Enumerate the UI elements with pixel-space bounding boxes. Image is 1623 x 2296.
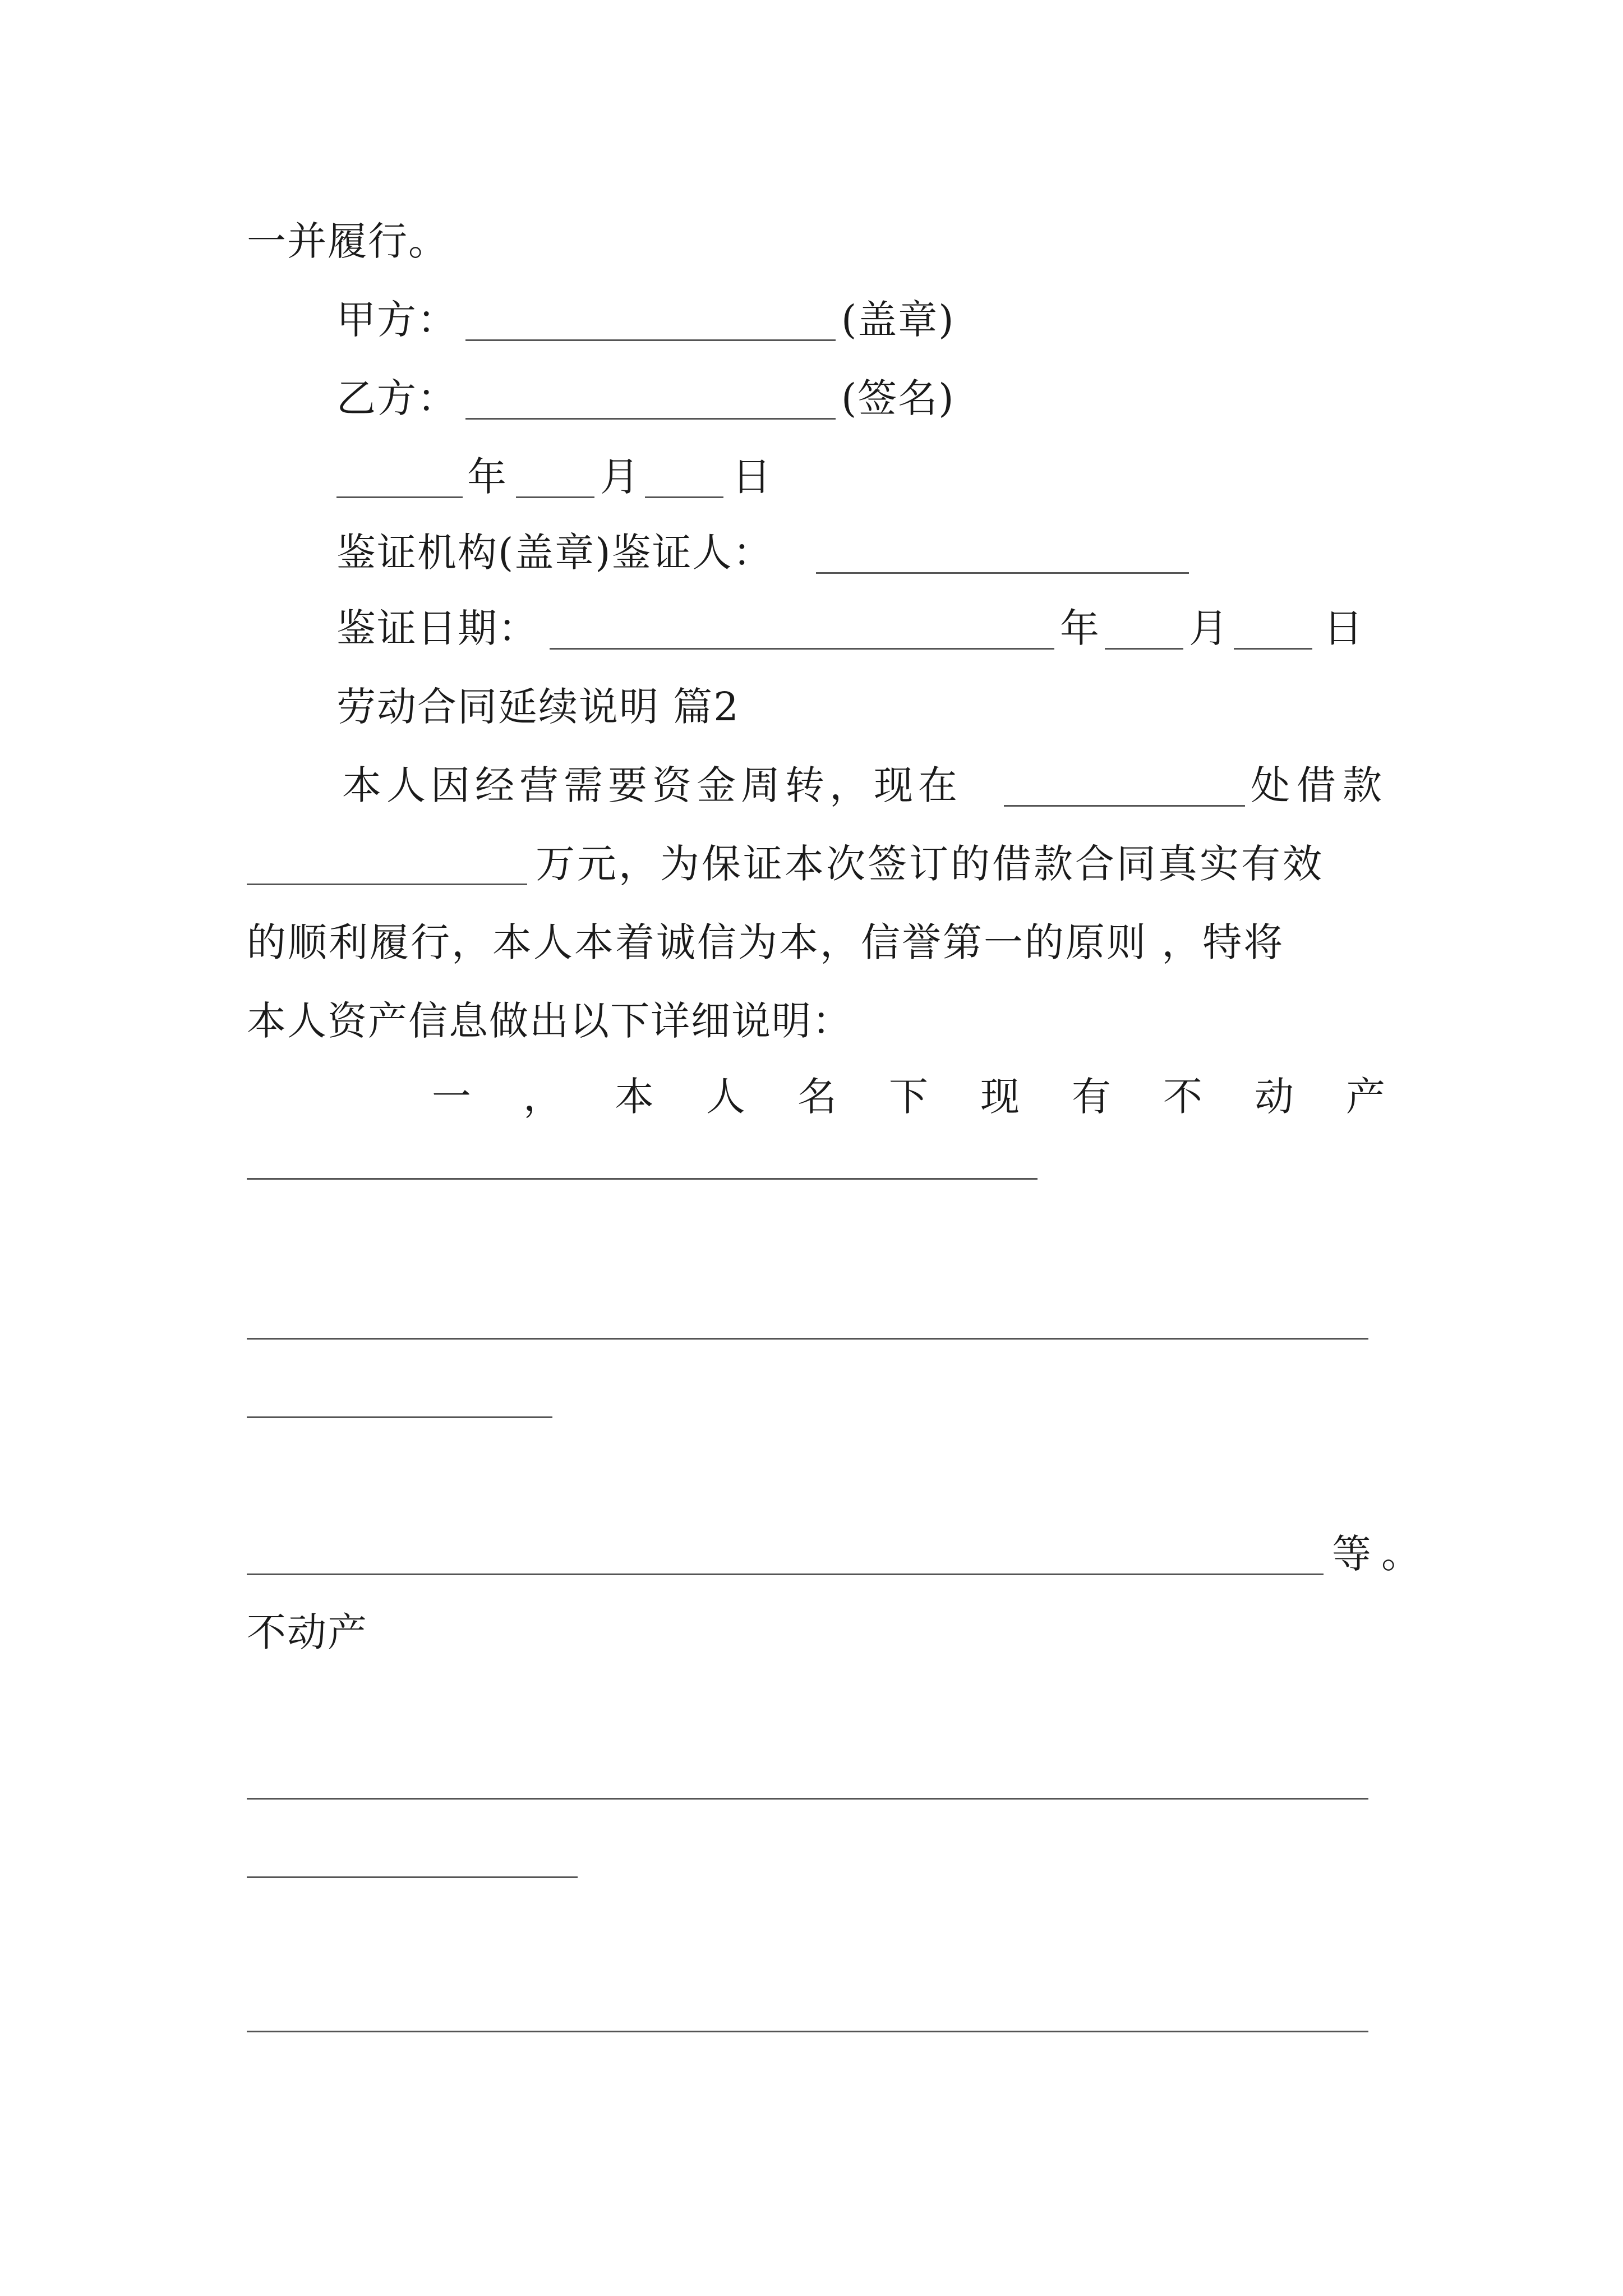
real-estate-blank-4 xyxy=(247,1573,1324,1575)
real-estate-blank-2 xyxy=(247,1338,1368,1340)
party-b-label: 乙方： xyxy=(336,375,458,421)
witness-year-label: 年 xyxy=(1060,605,1100,651)
real-estate-blank-3 xyxy=(247,1416,552,1418)
witness-month-blank xyxy=(1105,648,1183,650)
date-day-blank xyxy=(645,496,723,498)
date-day-label: 日 xyxy=(732,454,772,500)
date-month-label: 月 xyxy=(600,454,640,500)
real-estate-blank-7 xyxy=(247,2031,1368,2032)
party-a-label: 甲方： xyxy=(336,297,458,343)
date-year-blank xyxy=(336,496,463,498)
witness-month-label: 月 xyxy=(1189,605,1229,651)
witness-blank xyxy=(816,572,1189,574)
paragraph-line-1a: 本人因经营需要资金周转，现在 xyxy=(342,762,962,808)
section-title: 劳动合同延续说明 篇2 xyxy=(336,684,740,730)
real-estate-blank-5 xyxy=(247,1798,1368,1800)
lender-blank xyxy=(1004,805,1245,807)
party-a-blank xyxy=(465,339,836,341)
paragraph-line-4: 本人资产信息做出以下详细说明： xyxy=(247,998,852,1044)
item-one-char: 名 xyxy=(797,1074,837,1120)
real-estate-blank-1 xyxy=(247,1178,1038,1180)
etc-label: 等。 xyxy=(1332,1531,1431,1577)
witness-date-blank xyxy=(550,648,1054,650)
item-one-char: 人 xyxy=(706,1074,745,1120)
party-b-blank xyxy=(465,418,836,420)
witness-day-label: 日 xyxy=(1324,605,1364,651)
real-estate-label: 不动产 xyxy=(247,1609,368,1655)
paragraph-line-1b: 处借款 xyxy=(1251,762,1389,808)
witness-day-blank xyxy=(1234,648,1312,650)
paragraph-line-3: 的顺利履行，本人本着诚信为本，信誉第一的原则 ，特将 xyxy=(247,919,1285,965)
item-one-char: 产 xyxy=(1346,1074,1385,1120)
item-one-char: 下 xyxy=(889,1074,928,1120)
amount-blank xyxy=(247,884,527,885)
item-one-char: 一 xyxy=(432,1074,471,1120)
real-estate-blank-6 xyxy=(247,1876,578,1878)
text-line-fulfill: 一并履行。 xyxy=(247,218,449,264)
item-one-char: 现 xyxy=(980,1074,1020,1120)
item-one-char: 有 xyxy=(1072,1074,1111,1120)
witness-label: 鉴证机构(盖章)鉴证人： xyxy=(336,530,773,576)
paragraph-line-2: 万元，为保证本次签订的借款合同真实有效 xyxy=(536,841,1324,887)
item-one-char: 本 xyxy=(615,1074,654,1120)
item-one-line xyxy=(432,1071,1385,1122)
item-one-char: 动 xyxy=(1255,1074,1294,1120)
item-one-char: ， xyxy=(523,1074,562,1120)
party-a-seal: (盖章) xyxy=(841,297,955,343)
witness-date-label: 鉴证日期： xyxy=(336,605,538,651)
item-one-char: 不 xyxy=(1163,1074,1202,1120)
date-month-blank xyxy=(516,496,594,498)
date-year-label: 年 xyxy=(467,454,508,500)
party-b-signature: (签名) xyxy=(841,375,955,421)
